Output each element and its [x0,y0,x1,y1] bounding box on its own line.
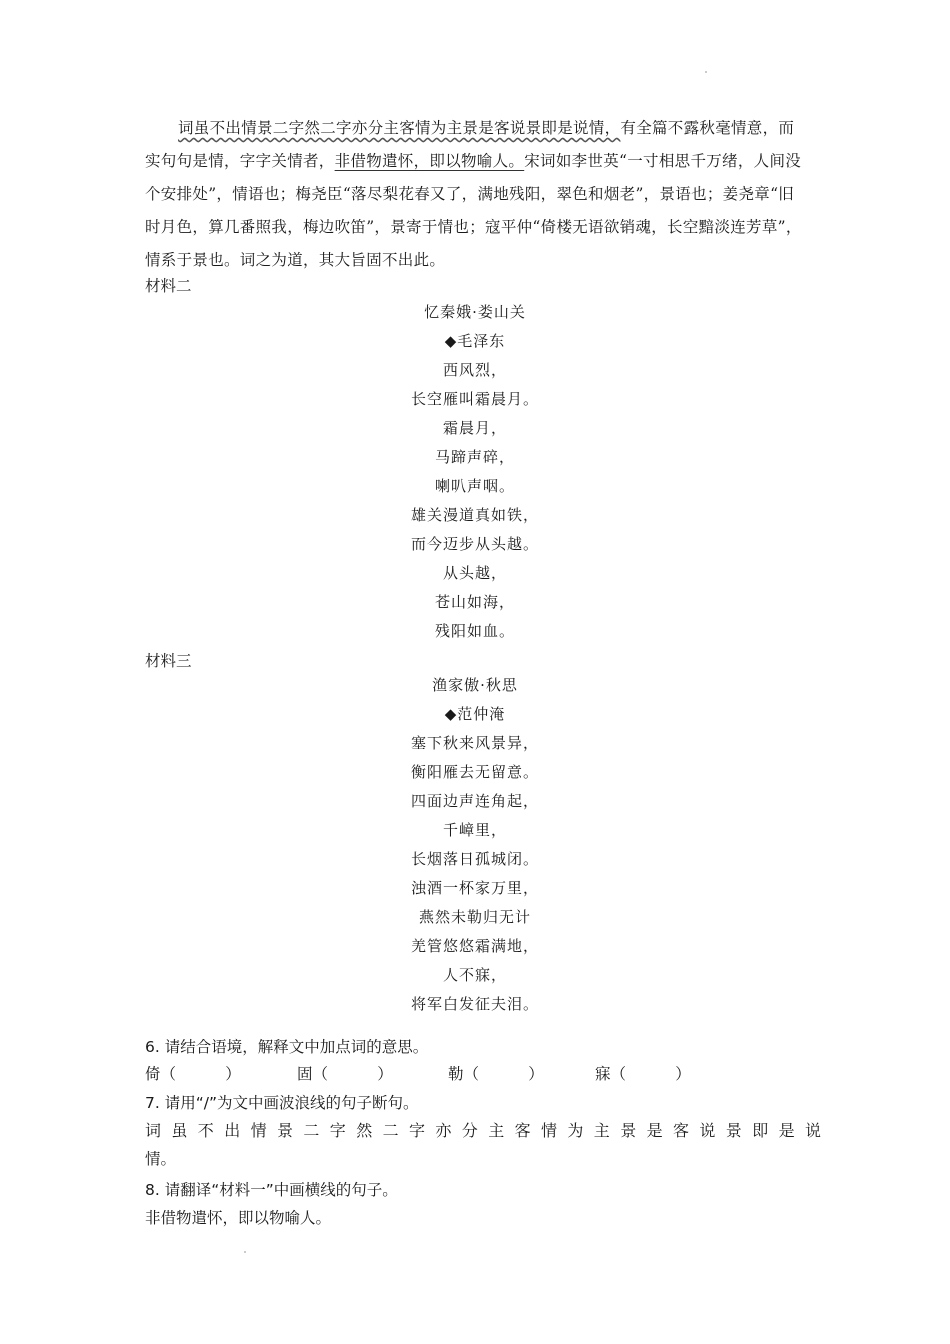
blank-yi[interactable]: 倚（ ） [145,1065,241,1083]
poem2-line: 从头越， [442,564,507,582]
poem2-author: ◆毛泽东 [444,332,506,350]
blank-mei[interactable]: 寐（ ） [595,1065,691,1083]
wavy-underlined-sentence: 词虽不出情景二字然二字亦分主客情为主景是客说景即是说情， [178,119,621,137]
question-7-sentence-line2: 情。 [145,1150,177,1168]
poem2-line: 雄关漫道真如铁， [410,506,539,524]
poem3-line: 塞下秋来风景异， [410,734,539,752]
poem3-line: 四面边声连角起， [410,792,539,810]
scan-speck [705,71,707,73]
poem-yiqin-e [0,298,950,646]
poem3-line: 燕然未勒归无计 [418,908,531,926]
question-8: 8. 请翻译“材料一”中画横线的句子。 [145,1181,398,1199]
question-7-sentence-line1[interactable]: 词虽不出情景二字然二字亦分主客情为主景是客说景即是说 [145,1121,832,1140]
scan-speck [244,1251,246,1253]
poem3-line: 长烟落日孤城闭。 [410,850,539,868]
poem3-line: 衡阳雁去无留意。 [410,763,539,781]
material1-text-a: 有全篇不露秋毫情意，而实句句是情，字字关情者， [145,119,795,170]
poem2-line: 而今迈步从头越。 [410,535,539,553]
poem3-line: 羌管悠悠霜满地， [410,937,539,955]
question-8-sentence: 非借物遣怀，即以物喻人。 [145,1209,332,1227]
question-6: 6. 请结合语境，解释文中加点词的意思。 [145,1038,429,1056]
material3-label: 材料三 [145,652,192,670]
question-7: 7. 请用“/”为文中画波浪线的句子断句。 [145,1094,419,1112]
poem2-line: 长空雁叫霜晨月。 [410,390,539,408]
material1-text-b: 宋词如李世英“一寸相思千万绪，人间没个安排处”，情语也；梅尧臣“落尽梨花春又了，满地残阳，翠色和烟老”，景语也；姜尧章“旧时月色，算几番照我，梅边吹笛”，景寄于情也；寇平仲“倚楼无语欲销魂，长空黯淡连芳草”，情系于景也。词之为道，其大旨固不出此。 [145,152,802,269]
poem2-line: 苍山如海， [434,593,515,611]
poem2-line: 残阳如血。 [434,622,515,640]
poem2-line: 霜晨月， [442,419,507,437]
underlined-sentence: 非借物遣怀，即以物喻人。 [334,152,525,170]
blank-le[interactable]: 勒（ ） [448,1065,544,1083]
poem2-line: 马蹄声碎， [434,448,515,466]
poem2-line: 西风烈， [442,361,507,379]
poem3-line: 将军白发征夫泪。 [410,995,539,1013]
poem3-author: ◆范仲淹 [444,705,506,723]
blank-gu[interactable]: 固（ ） [297,1065,393,1083]
material2-label: 材料二 [145,277,192,295]
poem3-line: 浊酒一杯家万里， [410,879,539,897]
poem2-line: 喇叭声咽。 [434,477,515,495]
question-6-blanks [145,1062,745,1082]
poem3-line: 人不寐， [442,966,507,984]
poem3-line: 千嶂里， [442,821,507,839]
material1-paragraph [145,112,805,277]
poem3-title: 渔家傲·秋思 [432,676,518,694]
poem-yujiaao [0,671,950,1019]
poem2-title: 忆秦娥·娄山关 [424,303,526,321]
